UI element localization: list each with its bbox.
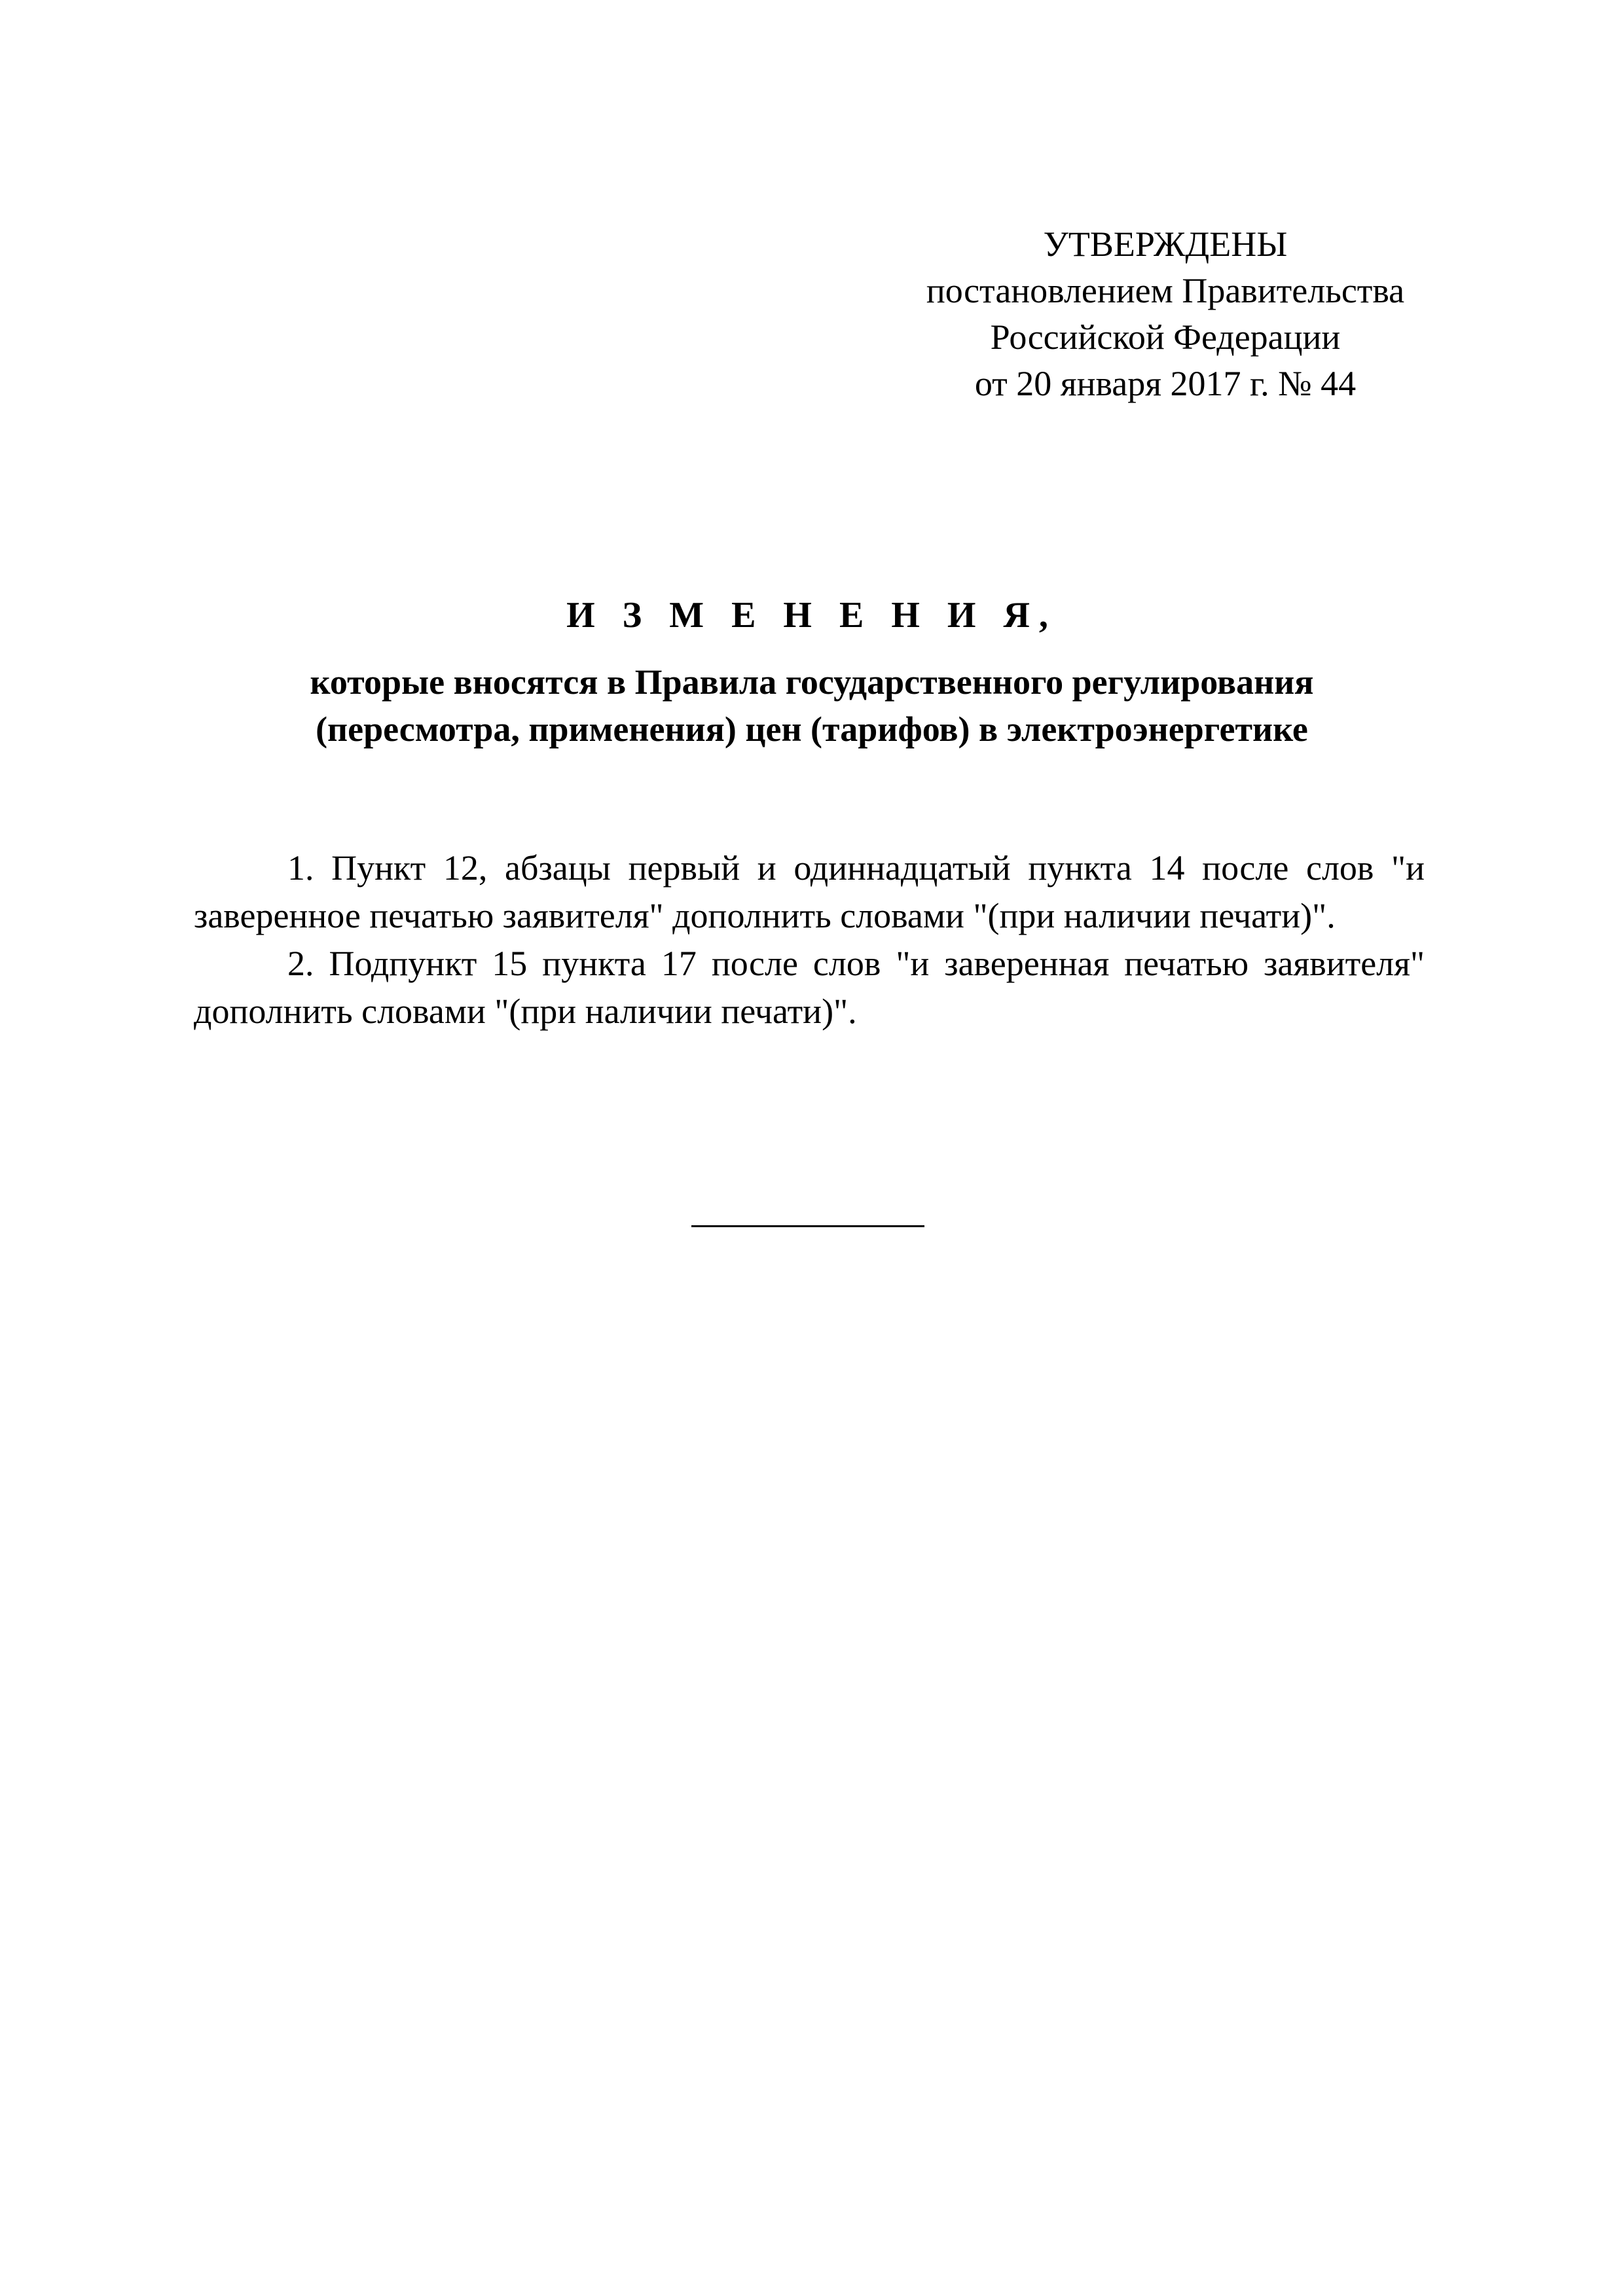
approval-line-federation: Российской Федерации — [990, 317, 1341, 357]
document-subtitle — [196, 658, 1427, 753]
subtitle-line-1: которые вносятся в Правила государственного регулирования — [310, 662, 1314, 702]
closing-divider-line — [691, 1225, 924, 1227]
approval-line-date-number: от 20 января 2017 г. № 44 — [974, 364, 1357, 403]
paragraph-2: 2. Подпункт 15 пункта 17 после слов "и заверенная печатью заявителя" дополнить словами "(при наличии печати)". — [194, 944, 1425, 1031]
approval-line-approved: УТВЕРЖДЕНЫ — [1043, 224, 1288, 264]
document-body — [194, 844, 1425, 1035]
document-title: И З М Е Н Е Н И Я, — [566, 595, 1057, 636]
approval-line-resolution: постановлением Правительства — [926, 271, 1405, 310]
subtitle-line-2: (пересмотра, применения) цен (тарифов) в электроэнергетике — [316, 709, 1308, 749]
paragraph-1: 1. Пункт 12, абзацы первый и одиннадцатый пункта 14 после слов "и заверенное печатью заявителя" дополнить словами "(при наличии печати)". — [194, 848, 1425, 935]
approval-stamp-block — [877, 221, 1453, 407]
